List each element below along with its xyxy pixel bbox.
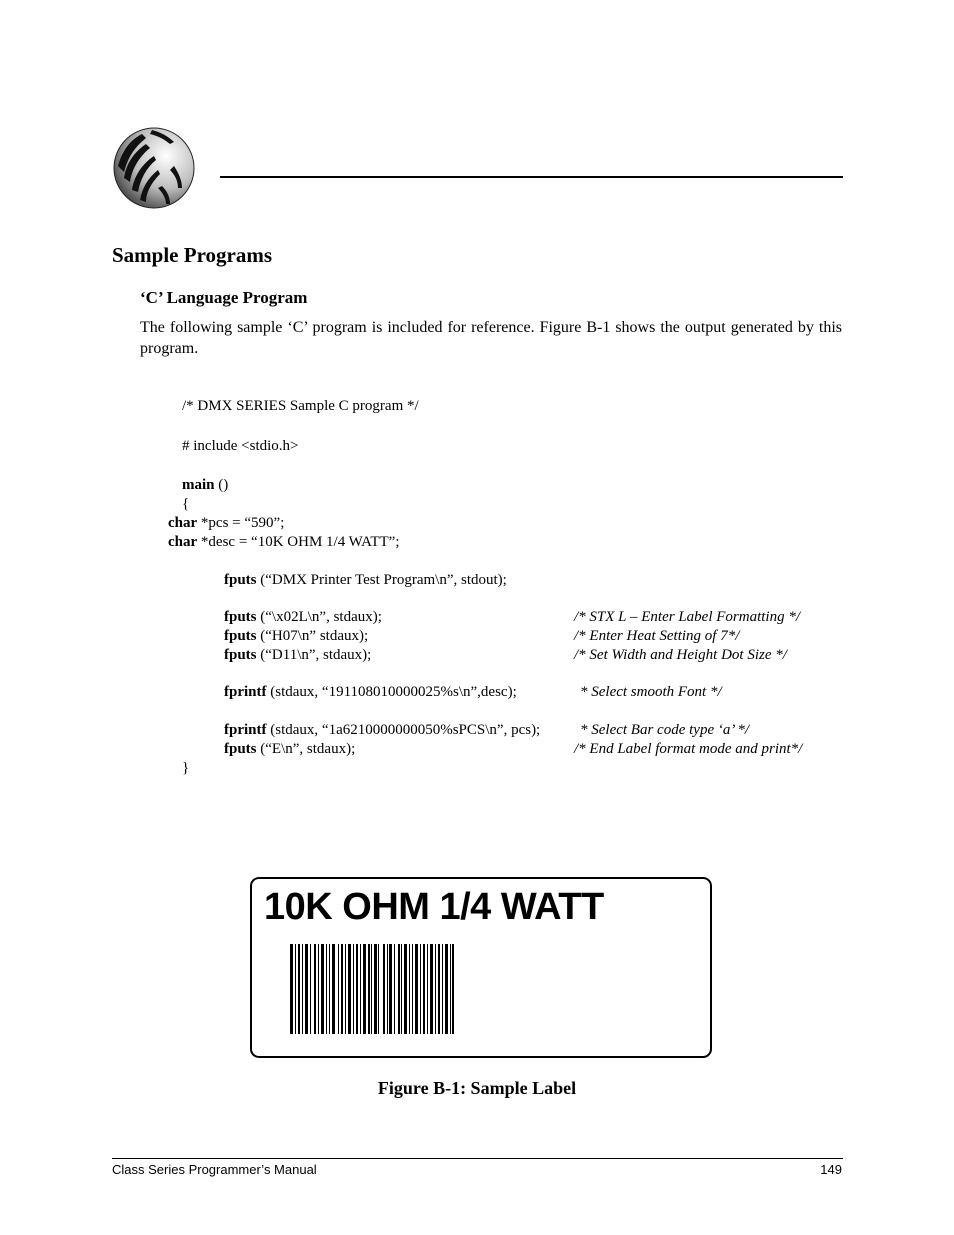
- code-open-brace: {: [182, 496, 190, 512]
- code-fprintf-line-2: [224, 721, 540, 740]
- code-comment-5: * Select smooth Font */: [580, 684, 722, 700]
- code-fputs-line-3: [224, 627, 368, 646]
- code-comment-7: /* End Label format mode and print*/: [574, 741, 803, 757]
- code-keyword: char: [168, 515, 198, 531]
- code-text: (“E\n”, stdaux);: [256, 741, 356, 757]
- code-fputs-line-1: [224, 571, 507, 590]
- code-text: (“DMX Printer Test Program\n”, stdout);: [256, 572, 507, 588]
- code-fprintf-line-1: [224, 683, 517, 702]
- footer-rule: [112, 1158, 843, 1159]
- code-fputs-line-5: [224, 740, 355, 759]
- code-comment-6: * Select Bar code type ‘a’ */: [580, 722, 750, 738]
- code-keyword: fputs: [224, 572, 257, 588]
- code-keyword: char: [168, 534, 198, 550]
- code-comment-2: /* STX L – Enter Label Formatting */: [574, 609, 800, 625]
- code-text: (“D11\n”, stdaux);: [256, 647, 372, 663]
- globe-logo-icon: [112, 126, 196, 210]
- code-text: (stdaux, “191108010000025%s\n”,desc);: [266, 684, 517, 700]
- figure-caption: Figure B-1: Sample Label: [377, 1078, 577, 1098]
- section-title: Sample Programs: [112, 243, 273, 267]
- code-comment-4: /* Set Width and Height Dot Size */: [574, 647, 787, 663]
- barcode-image: [290, 944, 454, 1034]
- code-fputs-line-4: [224, 646, 371, 665]
- code-char-line-1: [168, 514, 284, 533]
- code-text: (“\x02L\n”, stdaux);: [256, 609, 382, 625]
- footer-manual-title: Class Series Programmer’s Manual: [112, 1162, 317, 1177]
- footer-page-number: 149: [820, 1162, 842, 1177]
- code-text: (): [214, 477, 229, 493]
- code-char-line-2: [168, 533, 400, 552]
- code-text: (“H07\n” stdaux);: [256, 628, 369, 644]
- code-keyword: fprintf: [224, 684, 267, 700]
- code-comment-line: /* DMX SERIES Sample C program */: [182, 398, 419, 414]
- label-text: 10K OHM 1/4 WATT: [264, 886, 604, 928]
- code-keyword: main: [182, 477, 215, 493]
- code-include-line: # include <stdio.h>: [182, 438, 299, 454]
- code-close-brace: }: [182, 760, 190, 776]
- code-comment-3: /* Enter Heat Setting of 7*/: [574, 628, 740, 644]
- header-rule: [220, 176, 843, 178]
- intro-paragraph: The following sample ‘C’ program is included for reference. Figure B-1 shows the output generated by this program.: [140, 319, 842, 357]
- code-main-line: [182, 476, 228, 495]
- code-text: (stdaux, “1a6210000000050%sPCS\n”, pcs);: [266, 722, 541, 738]
- code-keyword: fputs: [224, 609, 257, 625]
- code-keyword: fprintf: [224, 722, 267, 738]
- code-text: *pcs = “590”;: [197, 515, 285, 531]
- code-keyword: fputs: [224, 647, 257, 663]
- code-fputs-line-2: [224, 608, 382, 627]
- code-keyword: fputs: [224, 628, 257, 644]
- code-text: *desc = “10K OHM 1/4 WATT”;: [197, 534, 400, 550]
- code-keyword: fputs: [224, 741, 257, 757]
- subsection-title: ‘C’ Language Program: [140, 288, 308, 307]
